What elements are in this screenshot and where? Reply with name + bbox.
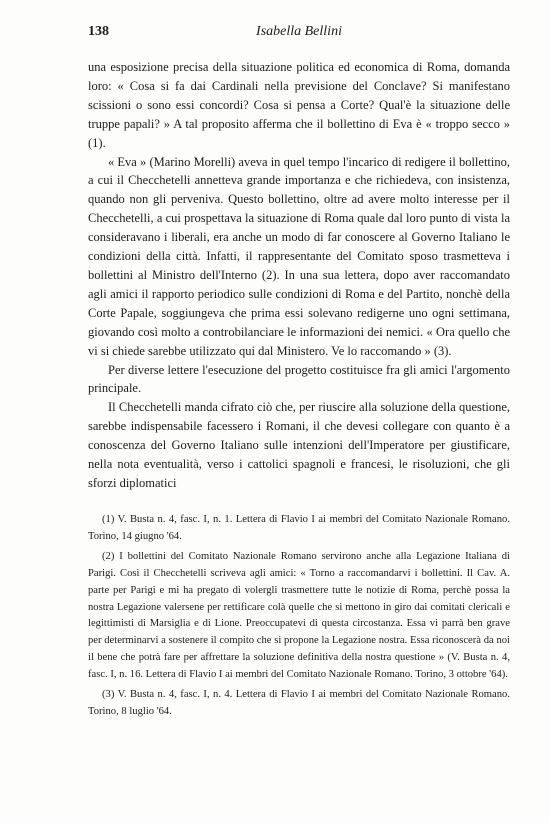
paragraph: Per diverse lettere l'esecuzione del progetto costituisce fra gli amici l'argomento principale. (88, 362, 510, 396)
footnote: (2) I bollettini del Comitato Nazionale Romano servirono anche alla Legazione Italiana di Parigi. Così il Checchetelli scriveva agli amici: « Torno a raccomandarvi i bollettini. Il Cav. A. parte per Parigi e mi ha pregato di volergli trasmettere tutte le notizie di Roma, perchè possa la nostra Legazione valersene per rettificare colà quelle che si mettono in giro dai comitati clericali e legittimisti di Marsiglia e di Lione. Preoccupatevi di questa circostanza. Essa vi parrà ben grave per determinarvi a sostenere il compito che si propone la Legazione nostra. Essa riconoscerà da noi il bene che potrà fare per affrettare la soluzione definitiva della nostra questione » (V. Busta n. 4, fasc. I, n. 16. Lettera di Flavio I ai membri del Comitato Nazionale Romano. Torino, 3 ottobre '64). (88, 550, 510, 681)
page-header (88, 24, 510, 46)
footnote-separator (88, 496, 510, 497)
footnote: (3) V. Busta n. 4, fasc. I, n. 4. Lettera di Flavio I ai membri del Comitato Nazionale Romano. Torino, 8 luglio '64. (88, 689, 510, 717)
footnotes (88, 512, 510, 724)
paragraph: una esposizione precisa della situazione politica ed economica di Roma, domanda loro: « Cosa si fa dai Cardinali nella previsione del Conclave? Si manifestano scissioni o sono essi concordi? Cosa si pensa a Corte? Qual'è la situazione delle truppe papali? » A tal proposito afferma che il bollettino di Eva è « troppo secco » (1). (88, 60, 510, 150)
body-text (88, 58, 510, 493)
paragraph: « Eva » (Marino Morelli) aveva in quel tempo l'incarico di redigere il bollettino, a cui il Checchetelli annetteva grande importanza e che richiedeva, con insistenza, quando non gli perveniva. Questo bollettino, oltre ad avere molto interesse per il Checchetelli, a cui prospettava la situazione di Roma quale dal loro punto di vista la consideravano i liberali, era anche un modo di far conoscere al Governo Italiano le condizioni della città. Infatti, il rappresentante del Comitato sposo trasmetteva i bollettini al Ministro dell'Interno (2). In una sua lettera, dopo aver raccomandato agli amici il rapporto periodico sulle condizioni di Roma e del Partito, nonchè della Corte Papale, soggiungeva che prima essi solevano redigerne uno ogni settimana, giovando così molto a controbilanciare le informazioni dei nemici. « Ora quello che vi si chiede sarebbe utilizzato qui dal Ministero. Ve lo raccomando » (3). (88, 154, 510, 358)
footnote: (1) V. Busta n. 4, fasc. I, n. 1. Lettera di Flavio I ai membri del Comitato Nazionale Romano. Torino, 14 giugno '64. (88, 514, 510, 542)
running-head: Isabella Bellini (256, 24, 342, 39)
page-number: 138 (88, 24, 109, 39)
paragraph: Il Checchetelli manda cifrato ciò che, per riuscire alla soluzione della questione, sarebbe indispensabile facessero i Romani, il che devesi collegare con quanto è a conoscenza del Governo Italiano sulle intenzioni dell'Imperatore per giustificare, nella nota eventualità, verso i cattolici spagnoli e francesi, le risoluzioni, che gli sforzi diplomatici (88, 400, 510, 490)
